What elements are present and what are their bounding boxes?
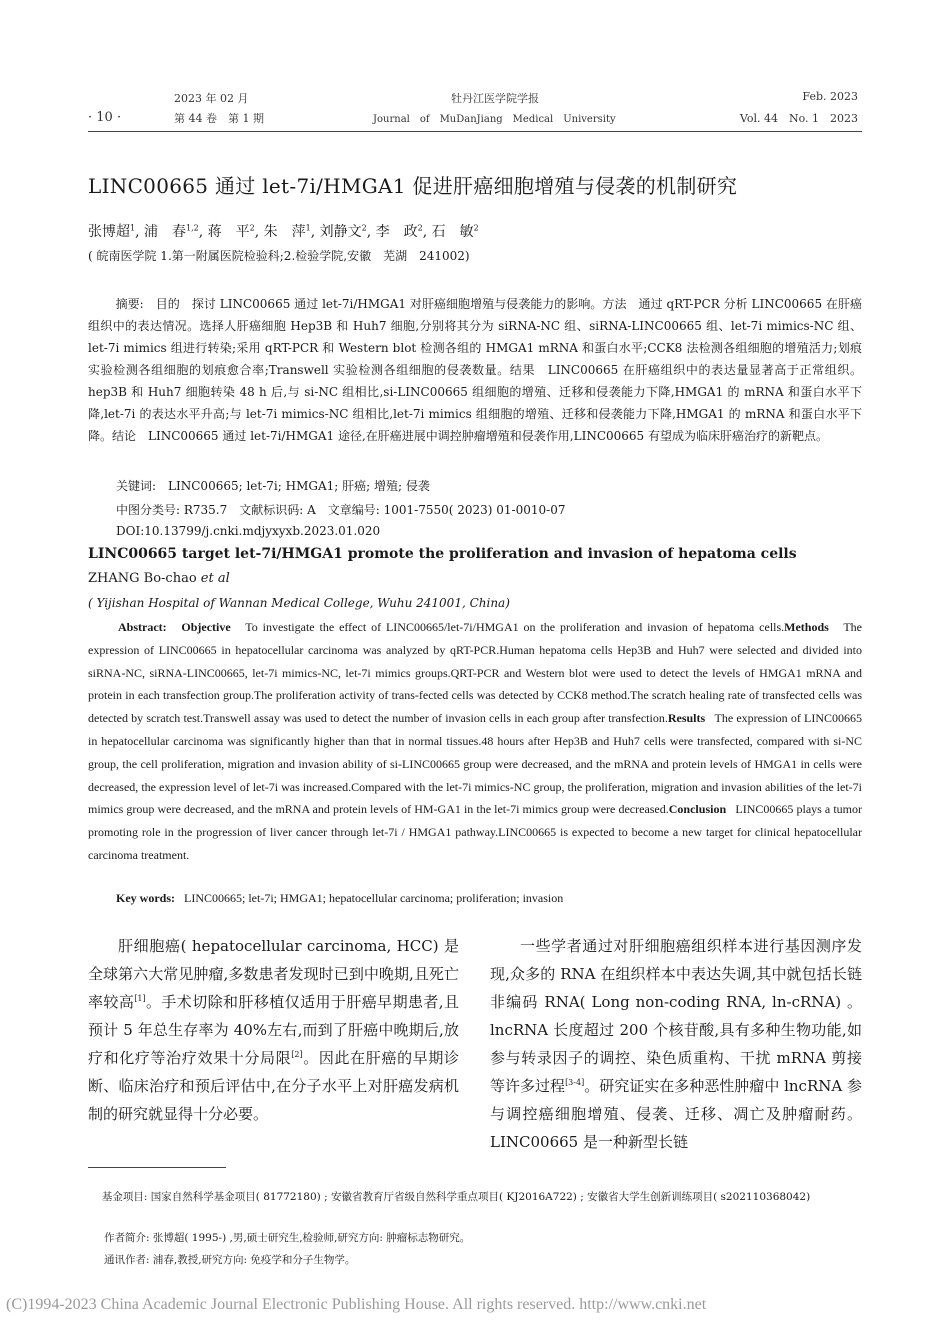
- author: 张博超$^1$: [88, 223, 136, 240]
- copyright-watermark: (C)1994-2023 China Academic Journal Electronic Publishing House. All rights reserved. http://www.cnki.net: [6, 1296, 707, 1313]
- header-date-en: Feb. 2023: [802, 90, 858, 103]
- keywords-cn: 关键词: LINC00665; let-7i; HMGA1; 肝癌; 增殖; 侵袭: [116, 479, 430, 493]
- footnote-author-bio: 作者简介: 张博超( 1995-) ,男,硕士研究生,检验师,研究方向: 肿瘤标志物研究。: [104, 1232, 471, 1244]
- affiliation-cn: ( 皖南医学院 1.第一附属医院检验科;2.检验学院,安徽 芜湖 241002): [88, 249, 470, 263]
- methods-text: The expression of LINC00665 in hepatocellular carcinoma was analyzed by qRT-PCR.Human hepatoma cells Hep3B and Huh7 were selected and divided into siRNA-NC, siRNA-LINC00665, let-7i mimics-NC, let-7i mimics groups.QRT-PCR and Western blot were used to detect the levels of HMGA1 mRNA and protein in each transfection group.The proliferation activity of trans-fected cells was detected by CCK8 method.The scratch healing rate of transfected cells was detected by scratch test.Transwell assay was used to detect the number of invasion cells in each group after transfection.: [88, 620, 862, 726]
- affiliation-en: ( Yijishan Hospital of Wannan Medical College, Wuhu 241001, China): [88, 596, 510, 610]
- abstract-en-label: Abstract:: [118, 620, 167, 634]
- methods-label: Methods: [784, 620, 829, 634]
- author: 朱 萍$^1$: [263, 223, 311, 240]
- author-list: 张博超$^1$, 浦 春$^{1,2}$, 蒋 平$^2$, 朱 萍$^1$, 刘静文$^2$, 李 政$^2$, 石 敏$^2$: [88, 223, 479, 240]
- results-text: The expression of LINC00665 in hepatocellular carcinoma was significantly higher than that in normal tissues.48 hours after Hep3B and Huh7 cells were transfected, compared with si-NC group, the cell proliferation, migration and invasion ability of si-LINC00665 group were decreased, and the mRNA and protein levels of HMGA1 in cells were decreased, the expression level of let-7i was increased.Compared with the let-7i mimics-NC group, the proliferation, migration and invasion abilities of the let-7i mimics group were decreased, and the mRNA and protein levels of HM-GA1 in the let-7i mimics group were decreased.: [88, 711, 862, 817]
- author: 蒋 平$^2$: [207, 223, 255, 240]
- author: 刘静文$^2$: [319, 223, 367, 240]
- doi: DOI:10.13799/j.cnki.mdjyxyxb.2023.01.020: [116, 524, 381, 538]
- footnote-corresponding: 通讯作者: 浦春,教授,研究方向: 免疫学和分子生物学。: [104, 1254, 356, 1266]
- footnote-fund: 基金项目: 国家自然科学基金项目( 81772180) ; 安徽省教育厅省级自然科学重点项目( KJ2016A722) ; 安徽省大学生创新训练项目( s202110368042): [101, 1191, 811, 1203]
- keywords-en: Key words: LINC00665; let-7i; HMGA1; hepatocellular carcinoma; proliferation; invasion: [116, 891, 564, 905]
- header-rule: [88, 131, 862, 132]
- header-journal-en: Journal of MuDanJiang Medical University: [373, 114, 616, 125]
- citation: [3-4]: [565, 1078, 585, 1087]
- author-en: ZHANG Bo-chao et al: [88, 571, 230, 586]
- author: 李 政$^2$: [375, 223, 423, 240]
- citation: [2]: [291, 1050, 303, 1059]
- body-column-left: 肝细胞癌( hepatocellular carcinoma, HCC) 是全球第六大常见肿瘤,多数患者发现时已到中晚期,且死亡率较高[1]。手术切除和肝移植仅适用于肝癌早期患者,且预计 5 年总生存率为 40%左右,而到了肝癌中晚期后,放疗和化疗等治疗效果十分局限[2]。因此在肝癌的早期诊断、临床治疗和预后评估中,在分子水平上对肝癌发病机制的研究就显得十分必要。: [88, 937, 459, 1123]
- abstract-cn: 摘要: 目的 探讨 LINC00665 通过 let-7i/HMGA1 对肝癌细胞增殖与侵袭能力的影响。方法 通过 qRT-PCR 分析 LINC00665 在肝癌组织中的表达情况。选择人肝癌细胞 Hep3B 和 Huh7 细胞,分别将其分为 siRNA-NC 组、siRNA-LINC00665 组、let-7i mimics-NC 组、let-7i mimics 组进行转染;采用 qRT-PCR 和 Western blot 检测各组的 HMGA1 mRNA 和蛋白水平;CCK8 法检测各组细胞的增殖活力;划痕实验检测各组细胞的划痕愈合率;Transwell 实验检测各组细胞的侵袭数量。结果 LINC00665 在肝癌组织中的表达量显著高于正常组织。hep3B 和 Huh7 细胞转染 48 h 后,与 si-NC 组相比,si-LINC00665 组细胞的增殖、迁移和侵袭能力下降,HMGA1 的 mRNA 和蛋白水平下降,let-7i 的表达水平升高;与 let-7i mimics-NC 组相比,let-7i mimics 组细胞的增殖、迁移和侵袭能力下降,HMGA1 的 mRNA 和蛋白水平下降。结论 LINC00665 通过 let-7i/HMGA1 途径,在肝癌进展中调控肿瘤增殖和侵袭作用,LINC00665 有望成为临床肝癌治疗的新靶点。: [88, 297, 862, 443]
- header-journal-cn: 牡丹江医学院学报: [451, 92, 539, 105]
- header-volume-cn: 第 44 卷 第 1 期: [174, 112, 264, 125]
- conclusion-label: Conclusion: [668, 802, 727, 817]
- objective-text: To investigate the effect of LINC00665/let-7i/HMGA1 on the proliferation and invasion of hepatoma cells.: [245, 620, 785, 634]
- abstract-en: [88, 616, 862, 867]
- results-label: Results: [667, 711, 706, 726]
- body-column-right: 一些学者通过对肝细胞癌组织样本进行基因测序发现,众多的 RNA 在组织样本中表达失调,其中就包括长链非编码 RNA( Long non-coding RNA, ln-cRNA) 。lncRNA 长度超过 200 个核苷酸,具有多种生物功能,如参与转录因子的调控、染色质重构、干扰 mRNA 剪接等许多过程[3-4]。研究证实在多种恶性肿瘤中 lncRNA 参与调控癌细胞增殖、侵袭、迁移、凋亡及肿瘤耐药。LINC00665 是一种新型长链: [490, 937, 862, 1151]
- header-date-cn: 2023 年 02 月: [174, 92, 249, 105]
- article-title-en: LINC00665 target let-7i/HMGA1 promote the proliferation and invasion of hepatoma cells: [88, 546, 797, 562]
- footnote-rule: [88, 1167, 226, 1168]
- header-volume-en: Vol. 44 No. 1 2023: [739, 112, 858, 125]
- citation: [1]: [134, 994, 146, 1003]
- article-title: LINC00665 通过 let-7i/HMGA1 促进肝癌细胞增殖与侵袭的机制研究: [88, 174, 738, 198]
- author: 浦 春$^{1,2}$: [144, 223, 199, 240]
- conclusion-text: LINC00665 plays a tumor promoting role in the progression of liver cancer through let-7i / HMGA1 pathway.LINC00665 is expected to become a new target for clinical hepatocellular carcinoma treatment.: [88, 802, 862, 862]
- objective-label: Objective: [181, 620, 231, 634]
- page-number: · 10 ·: [88, 110, 122, 125]
- classification-line: 中图分类号: R735.7 文献标识码: A 文章编号: 1001-7550( 2023) 01-0010-07: [116, 503, 566, 517]
- author: 石 敏$^2$: [431, 223, 479, 240]
